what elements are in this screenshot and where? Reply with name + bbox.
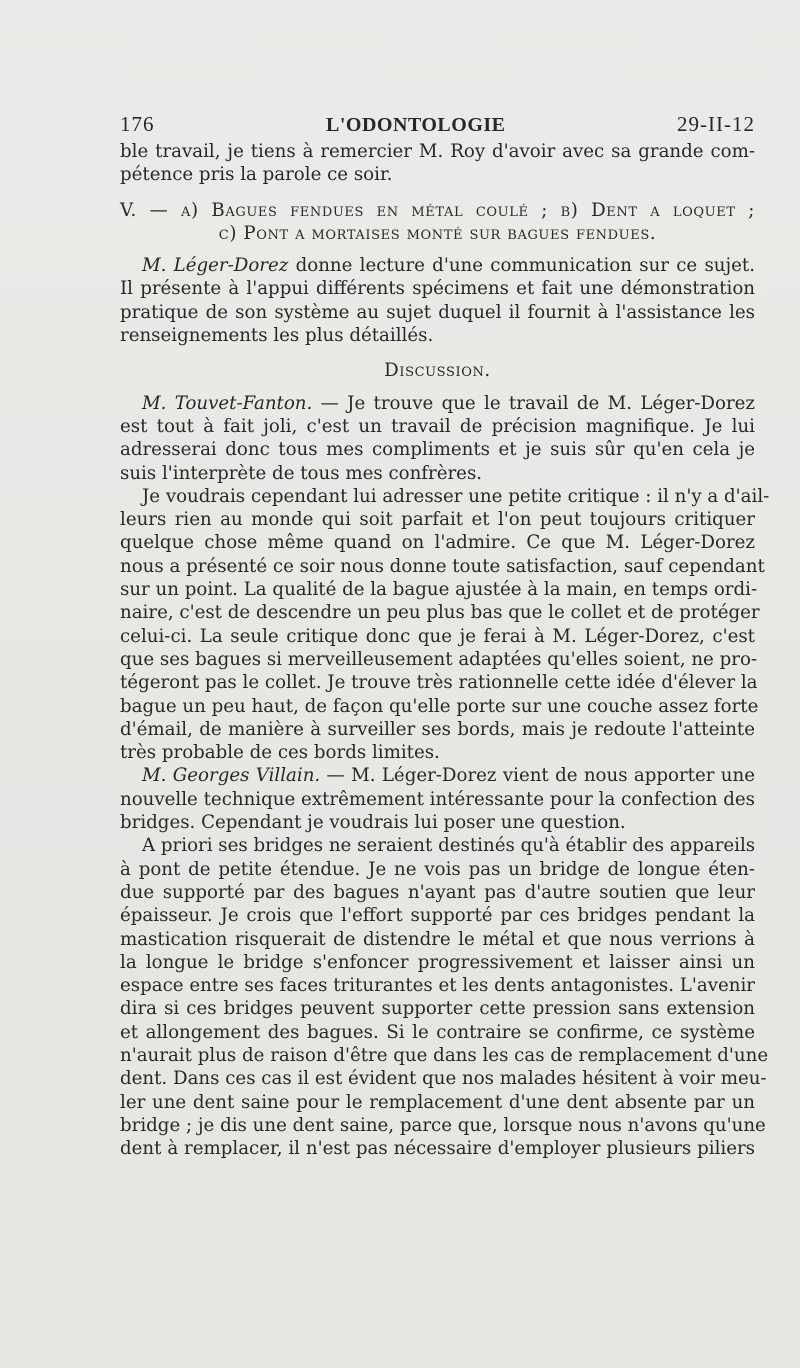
text-line: M. Touvet-Fanton. — Je trouve que le travail de M. Léger-Dorez: [142, 392, 755, 414]
paragraph-a-priori: [120, 834, 769, 1160]
paragraph-critique: [120, 485, 770, 765]
text-line: d'émail, de manière à surveiller ses bords, mais je redoute l'atteinte: [120, 718, 755, 740]
text-line: bridges. Cependant je voudrais lui poser une question.: [120, 812, 626, 834]
section-heading-v: [120, 199, 755, 246]
paragraph-intro: [120, 140, 755, 187]
text-line: leurs rien au monde qui soit parfait et l'on peut toujours critiquer: [120, 509, 755, 531]
speaker-name: M. Léger-Dorez: [142, 255, 289, 277]
text-line: pratique de son système au sujet duquel il fournit à l'assistance les: [120, 301, 755, 323]
text-line: n'aurait plus de raison d'être que dans les cas de remplacement d'une: [120, 1044, 769, 1066]
text-line: adresserai donc tous mes compliments et je suis sûr qu'en cela je: [120, 439, 755, 461]
discussion-heading: Discussion.: [384, 360, 491, 382]
text-line: que ses bagues si merveilleusement adaptées qu'elles soient, ne pro-: [120, 648, 758, 670]
text-line: celui-ci. La seule critique donc que je ferai à M. Léger-Dorez, c'est: [120, 625, 755, 647]
text-line: due supporté par des bagues n'ayant pas d'autre soutien que leur: [120, 881, 755, 903]
text-line: mastication risquerait de distendre le métal et que nous verrions à: [120, 928, 755, 950]
text-line: bague un peu haut, de façon qu'elle porte sur une couche assez forte: [120, 695, 759, 717]
text-line: renseignements les plus détaillés.: [120, 325, 434, 347]
text-line: Je voudrais cependant lui adresser une petite critique : il n'y a d'ail-: [142, 485, 770, 507]
text-line: Il présente à l'appui différents spécimens et fait une démonstration: [120, 278, 755, 300]
running-header: [120, 112, 755, 140]
section-heading-line: V. — a) Bagues fendues en métal coulé ; b) Dent a loquet ;: [120, 199, 755, 221]
issue-date: 29-II-12: [677, 112, 755, 136]
text-line: M. Léger-Dorez donne lecture d'une communication sur ce sujet.: [142, 255, 755, 277]
text-line: sur un point. La qualité de la bague ajustée à la main, en temps ordi-: [120, 579, 758, 601]
speaker-name: M. Georges Villain.: [142, 765, 321, 787]
paragraph-villain: [120, 764, 755, 834]
text-line: quelque chose même quand on l'admire. Ce que M. Léger-Dorez: [120, 532, 755, 554]
speaker-name: M. Touvet-Fanton.: [142, 392, 313, 414]
text-line: très probable de ces bords limites.: [120, 742, 440, 764]
journal-title: L'ODONTOLOGIE: [326, 114, 506, 136]
section-heading-line: c) Pont a mortaises monté sur bagues fendues.: [218, 222, 657, 244]
text-line: nouvelle technique extrêmement intéressante pour la confection des: [120, 788, 755, 810]
text-line: dent. Dans ces cas il est évident que nos malades hésitent à voir meu-: [120, 1068, 767, 1090]
text-line: suis l'interprète de tous mes confrères.: [120, 462, 483, 484]
text-line: espace entre ses faces triturantes et les dents antagonistes. L'avenir: [120, 975, 755, 997]
text-line: nous a présenté ce soir nous donne toute satisfaction, sauf cependant: [120, 555, 765, 577]
text-line: dent à remplacer, il n'est pas nécessaire d'employer plusieurs piliers: [120, 1138, 755, 1160]
paragraph-leger-dorez: [120, 254, 755, 347]
text-line: naire, c'est de descendre un peu plus bas que le collet et de protéger: [120, 602, 760, 624]
text-line: épaisseur. Je crois que l'effort supporté par ces bridges pendant la: [120, 905, 755, 927]
text-line: à pont de petite étendue. Je ne vois pas un bridge de longue éten-: [120, 858, 755, 880]
text-line: ble travail, je tiens à remercier M. Roy d'avoir avec sa grande com-: [120, 141, 755, 162]
text-line: bridge ; je dis une dent saine, parce que, lorsque nous n'avons qu'une: [120, 1114, 766, 1136]
text-line: et allongement des bagues. Si le contraire se confirme, ce système: [120, 1021, 755, 1043]
text-line: la longue le bridge s'enfoncer progressivement et laisser ainsi un: [120, 951, 755, 973]
text-line: tégeront pas le collet. Je trouve très rationnelle cette idée d'élever la: [120, 672, 758, 694]
page-number: 176: [120, 112, 155, 136]
text-line: dira si ces bridges peuvent supporter cette pression sans extension: [120, 998, 755, 1020]
text-line: A priori ses bridges ne seraient destinés qu'à établir des appareils: [142, 835, 756, 857]
text-column: [120, 112, 770, 1160]
text-line: ler une dent saine pour le remplacement d'une dent absente par un: [120, 1091, 755, 1113]
text-line: M. Georges Villain. — M. Léger-Dorez vient de nous apporter une: [142, 765, 755, 787]
text-line: pétence pris la parole ce soir.: [120, 164, 393, 186]
text-line: est tout à fait joli, c'est un travail de précision magnifique. Je lui: [120, 415, 755, 437]
body-text: [120, 140, 770, 1160]
paragraph-touvet-fanton: [120, 392, 755, 485]
